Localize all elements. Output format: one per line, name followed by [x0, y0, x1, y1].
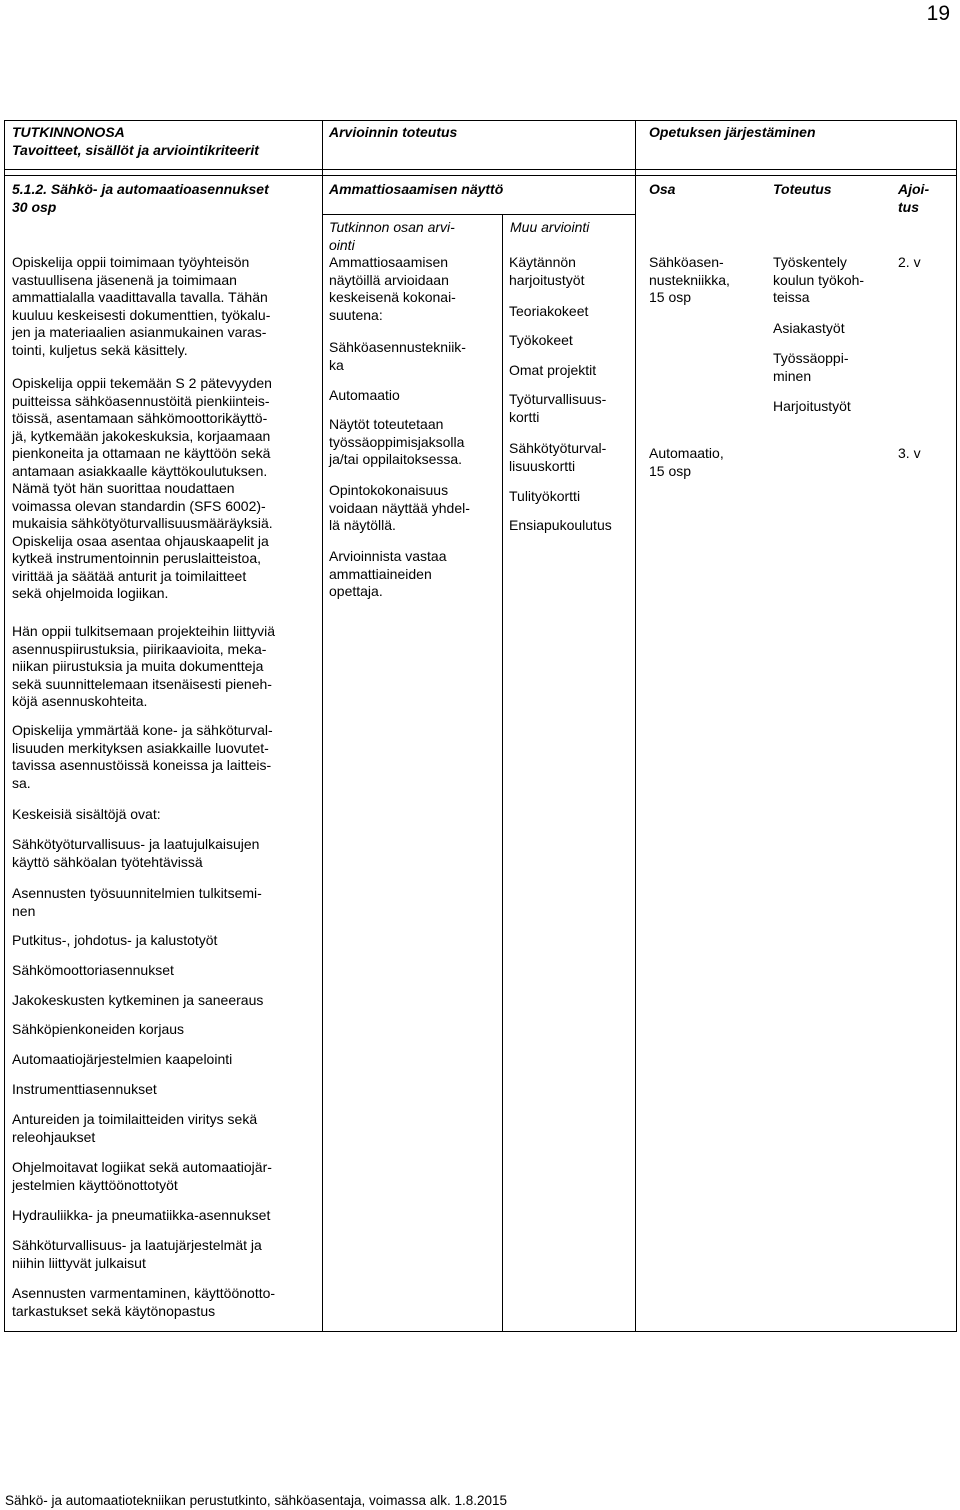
- muu-arviointi-item: Sähkötyöturval- lisuuskortti: [509, 440, 607, 474]
- content-item: Putkitus-, johdotus- ja kalustotyöt: [12, 932, 218, 948]
- column-divider-2: [635, 120, 636, 1332]
- muu-arviointi-item: Työkokeet: [509, 332, 573, 348]
- section-osa: Osa: [649, 181, 676, 197]
- section-title: 5.1.2. Sähkö- ja automaatioasennukset 30 osp: [12, 181, 269, 215]
- osa-item: Sähköasen- nustekniikka, 15 osp: [649, 254, 730, 305]
- section-ammattiosaamisen-naytto: Ammattiosaamisen näyttö: [329, 181, 504, 197]
- column-divider-1: [322, 120, 323, 1332]
- goal-paragraph: Opiskelija oppii tekemään S 2 pätevyyden puitteissa sähköasennustöitä pienkiinteis- töissä, asentamaan sähkömoottorikäyttö- jä, kytkemään jakokeskuksia, korjaamaan pienkoneita ja ottamaan ne käyttöön sekä antamaan asiakkaalle käyttökoulutuksen. Nämä työt hän suorittaa noudattaen voimassa olevan standardin (SFS 6002)- mukaisia sähkötyöturvallisuusmääräyksiä. Opiskelija osaa asentaa ohjauskaapelit ja kytkeä instrumentoinnin peruslaitteistoa, virittää ja säätää anturit ja toimilaitteet sekä ohjelmoida logiikan.: [12, 375, 273, 601]
- arviointi-item: Ammattiosaamisen näytöillä arvioidaan keskeisenä kokonai- suutena:: [329, 254, 456, 323]
- toteutus-item: Harjoitustyöt: [773, 398, 851, 414]
- page-footer: Sähkö- ja automaatiotekniikan perustutkinto, sähköasentaja, voimassa alk. 1.8.2015: [5, 1493, 508, 1508]
- ajoitus-item: 2. v: [898, 254, 921, 270]
- content-heading: Keskeisiä sisältöjä ovat:: [12, 806, 161, 822]
- arviointi-item: Automaatio: [329, 387, 400, 403]
- goal-paragraph: Opiskelija oppii toimimaan työyhteisön vastuullisena jäsenenä ja toimimaan ammattialalla vaadittavalla tavalla. Tähän kuuluu keskeisesti dokumenttien, työkalu- jen ja materiaalien asianmukainen varas- tointi, kuljetus sekä käsittely.: [12, 254, 271, 358]
- section-top-border: [4, 175, 957, 176]
- header-bottom-border: [4, 169, 957, 170]
- table-left-border: [4, 120, 5, 1332]
- header-tutkinnonosa: TUTKINNONOSA Tavoitteet, sisällöt ja arviointikriteerit: [12, 124, 259, 158]
- sub-muu-arviointi: Muu arviointi: [510, 219, 590, 235]
- content-item: Jakokeskusten kytkeminen ja saneeraus: [12, 992, 264, 1008]
- muu-arviointi-item: Työturvallisuus- kortti: [509, 391, 607, 425]
- table-right-border: [956, 120, 957, 1332]
- table-bottom-border: [4, 1331, 957, 1332]
- ajoitus-item: 3. v: [898, 445, 921, 461]
- content-item: Hydrauliikka- ja pneumatiikka-asennukset: [12, 1207, 271, 1223]
- content-item: Sähkötyöturvallisuus- ja laatujulkaisujen käyttö sähköalan työtehtävissä: [12, 836, 260, 870]
- content-item: Automaatiojärjestelmien kaapelointi: [12, 1051, 233, 1067]
- section-ajoitus: Ajoi- tus: [898, 181, 930, 215]
- content-item: Sähkömoottoriasennukset: [12, 962, 174, 978]
- toteutus-item: Työskentely koulun työkoh- teissa: [773, 254, 865, 305]
- page-number: 19: [926, 2, 950, 25]
- content-item: Sähköpienkoneiden korjaus: [12, 1021, 185, 1037]
- muu-arviointi-item: Omat projektit: [509, 362, 597, 378]
- content-item: Asennusten varmentaminen, käyttöönotto- tarkastukset sekä käytönopastus: [12, 1285, 276, 1319]
- table-top-border: [4, 120, 957, 121]
- muu-arviointi-item: Käytännön harjoitustyöt: [509, 254, 585, 288]
- muu-arviointi-item: Teoriakokeet: [509, 303, 589, 319]
- arviointi-item: Sähköasennustekniik- ka: [329, 339, 466, 373]
- content-item: Ohjelmoitavat logiikat sekä automaatiojär- jestelmien käyttöönottotyöt: [12, 1159, 272, 1193]
- content-item: Instrumenttiasennukset: [12, 1081, 157, 1097]
- arviointi-item: Opintokokonaisuus voidaan näyttää yhdel- lä näytöllä.: [329, 482, 470, 533]
- muu-arviointi-item: Ensiapukoulutus: [509, 517, 612, 533]
- subheader-border: [322, 214, 635, 215]
- content-item: Asennusten työsuunnitelmien tulkitsemi- nen: [12, 885, 262, 919]
- content-item: Sähköturvallisuus- ja laatujärjestelmät ja niihin liittyvät julkaisut: [12, 1237, 262, 1271]
- content-item: Antureiden ja toimilaitteiden viritys sekä releohjaukset: [12, 1111, 258, 1145]
- sub-tutkinnon-osan-arviointi: Tutkinnon osan arvi- ointi: [329, 219, 455, 253]
- toteutus-item: Asiakastyöt: [773, 320, 845, 336]
- osa-item: Automaatio, 15 osp: [649, 445, 724, 479]
- toteutus-item: Työssäoppi- minen: [773, 350, 849, 384]
- arviointi-item: Arvioinnista vastaa ammattiaineiden opettaja.: [329, 548, 447, 599]
- header-arvioinnin-toteutus: Arvioinnin toteutus: [329, 124, 458, 140]
- arviointi-item: Näytöt toteutetaan työssäoppimisjaksolla ja/tai oppilaitoksessa.: [329, 416, 465, 467]
- goal-paragraph: Hän oppii tulkitsemaan projekteihin liittyviä asennuspiirustuksia, piirikaavioita, meka- niikan piirustuksia ja muita dokumentteja sekä suunnittelemaan itsenäisesti pieneh- köjä asennuskohteita.: [12, 623, 276, 709]
- muu-arviointi-item: Tulityökortti: [509, 488, 581, 504]
- column-divider-sub: [502, 214, 503, 1332]
- goal-paragraph: Opiskelija ymmärtää kone- ja sähköturval- lisuuden merkityksen asiakkaille luovutet- tavissa asennustöissä koneissa ja laitteis- sa.: [12, 722, 273, 791]
- header-opetuksen-jarjestaminen: Opetuksen järjestäminen: [649, 124, 816, 140]
- section-toteutus: Toteutus: [773, 181, 832, 197]
